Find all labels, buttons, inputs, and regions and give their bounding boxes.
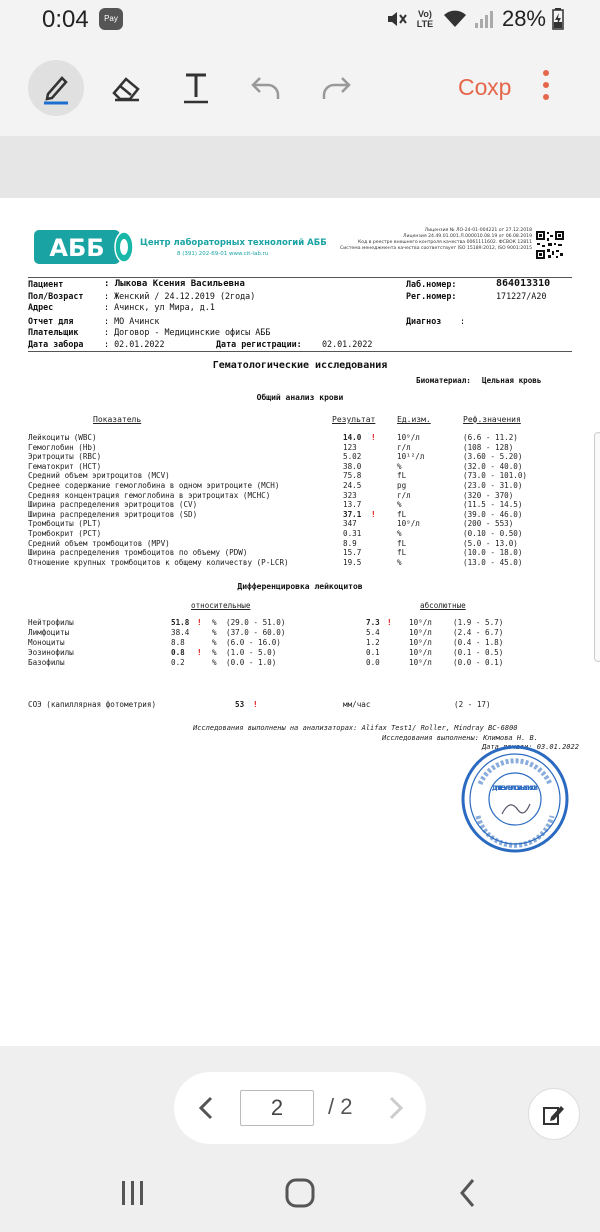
sample-date-label: Дата забора bbox=[28, 339, 84, 349]
diff-absolute-flag: ! bbox=[387, 618, 392, 627]
logo-text: АББ bbox=[49, 234, 105, 262]
battery-icon bbox=[552, 8, 564, 30]
cbc-result: 24.5 bbox=[343, 481, 362, 490]
previous-page-icon[interactable] bbox=[194, 1092, 218, 1124]
diff-absolute-units: 10⁹/л bbox=[409, 638, 432, 647]
cbc-units: fL bbox=[397, 509, 407, 519]
diff-cell-name: Базофилы bbox=[28, 658, 65, 667]
lab-number-label: Лаб.номер: bbox=[406, 279, 457, 289]
cbc-ref: (108 - 128) bbox=[463, 442, 514, 452]
col-ref: Реф.значения bbox=[463, 415, 521, 424]
volte-label: Vo) LTE bbox=[416, 9, 434, 29]
cbc-indicator-name: Средний объем тромбоцитов (MPV) bbox=[28, 538, 170, 548]
diff-absolute-units: 10⁹/л bbox=[409, 628, 432, 637]
col-result: Результат bbox=[332, 415, 376, 424]
cbc-result: 75.8 bbox=[343, 471, 362, 481]
license-info bbox=[262, 228, 532, 252]
cbc-result: 8.9 bbox=[343, 538, 357, 548]
stamp-text: ДЛЯ РЕЗУЛЬТАТОВ АНАЛИЗОВ bbox=[492, 785, 538, 792]
print-date: Дата печати: 03.01.2022 bbox=[482, 743, 579, 751]
cbc-units: fL bbox=[397, 538, 407, 548]
patient-name: : Лыкова Ксения Васильевна bbox=[104, 279, 245, 289]
diff-cell-name: Моноциты bbox=[28, 638, 65, 647]
sample-date: : 02.01.2022 bbox=[104, 339, 165, 349]
lab-logo bbox=[34, 230, 134, 264]
cbc-ref: (320 - 370) bbox=[463, 490, 514, 500]
cbc-result: 5.02 bbox=[343, 452, 362, 462]
diff-title: Дифференцировка лейкоцитов bbox=[237, 582, 363, 591]
diagnosis: : bbox=[460, 316, 466, 326]
cbc-result: 347 bbox=[343, 519, 357, 529]
more-options-icon[interactable] bbox=[538, 70, 554, 106]
eraser-tool-button[interactable] bbox=[98, 60, 154, 116]
divider bbox=[28, 351, 572, 352]
esr-value: 53 bbox=[235, 700, 245, 709]
diff-absolute-value: 7.3 bbox=[366, 618, 380, 627]
diff-relative-units: % bbox=[212, 658, 217, 667]
cbc-ref: (13.0 - 45.0) bbox=[463, 557, 523, 567]
pen-icon bbox=[40, 70, 72, 106]
biomaterial: Цельная кровь bbox=[482, 376, 542, 385]
undo-button[interactable] bbox=[238, 60, 294, 116]
cbc-ref: (3.60 - 5.20) bbox=[463, 452, 523, 462]
reg-date-label: Дата регистрации: bbox=[216, 339, 302, 349]
text-icon bbox=[181, 71, 211, 105]
cbc-result: 123 bbox=[343, 442, 357, 452]
col-absolute: абсолютные bbox=[420, 601, 466, 610]
diff-absolute-value: 0.1 bbox=[366, 648, 380, 657]
edit-icon bbox=[542, 1102, 566, 1126]
cbc-ref: (0.10 - 0.50) bbox=[463, 529, 523, 538]
esr-name: СОЭ (капиллярная фотометрия) bbox=[28, 700, 157, 709]
cbc-result: 15.7 bbox=[343, 548, 362, 558]
recent-apps-icon[interactable] bbox=[118, 1178, 148, 1208]
back-icon[interactable] bbox=[456, 1176, 480, 1210]
diff-absolute-value: 0.0 bbox=[366, 658, 380, 667]
diff-cell-name: Эозинофилы bbox=[28, 648, 74, 657]
cbc-ref: (39.0 - 46.0) bbox=[463, 509, 523, 519]
payer: : Договор - Медицинские офисы АББ bbox=[104, 327, 271, 337]
cbc-ref: (11.5 - 14.5) bbox=[463, 500, 523, 510]
diff-relative-ref: (6.0 - 16.0) bbox=[226, 638, 281, 647]
diff-absolute-units: 10⁹/л bbox=[409, 658, 432, 667]
diff-relative-value: 38.4 bbox=[171, 628, 190, 637]
cbc-indicator-name: Тромбоциты (PLT) bbox=[28, 519, 102, 529]
col-units: Ед.изм. bbox=[397, 415, 431, 424]
cbc-units: 10¹²/л bbox=[397, 452, 425, 462]
cbc-result: 38.0 bbox=[343, 461, 362, 471]
esr-flag: ! bbox=[253, 700, 258, 709]
biomaterial-label: Биоматериал: bbox=[416, 376, 471, 385]
qr-code bbox=[536, 231, 564, 259]
cbc-result: 0.31 bbox=[343, 529, 362, 538]
analyzers-note: Исследования выполнены на анализаторах: Alifax Test1/ Roller, Mindray BC-6800 bbox=[193, 724, 518, 732]
diff-absolute-value: 5.4 bbox=[366, 628, 380, 637]
redo-icon bbox=[320, 74, 352, 102]
diff-absolute-ref: (0.0 - 0.1) bbox=[453, 658, 504, 667]
lab-contacts: 8 (391) 202-69-01 www.cit-lab.ru bbox=[177, 251, 269, 257]
cbc-units: г/л bbox=[397, 442, 411, 452]
diff-relative-ref: (0.0 - 1.0) bbox=[226, 658, 277, 667]
cbc-indicator-name: Ширина распределения тромбоцитов по объему (PDW) bbox=[28, 548, 248, 558]
cbc-result: 14.0 bbox=[343, 433, 362, 442]
status-icons bbox=[386, 6, 564, 32]
cbc-units: % bbox=[397, 557, 402, 567]
col-indicator: Показатель bbox=[93, 415, 142, 424]
lab-report-page bbox=[0, 198, 600, 1046]
diff-relative-units: % bbox=[212, 638, 217, 647]
section-title: Гематологические исследования bbox=[212, 360, 388, 371]
sex-age: : Женский / 24.12.2019 (2года) bbox=[104, 291, 256, 301]
lab-stamp bbox=[460, 744, 570, 854]
eraser-icon bbox=[109, 73, 143, 103]
address: : Ачинск, ул Мира, д.1 bbox=[104, 302, 215, 312]
cbc-ref: (32.0 - 40.0) bbox=[463, 461, 523, 471]
pay-icon: Pay bbox=[99, 8, 123, 30]
report-for-label: Отчет для bbox=[28, 316, 74, 326]
cbc-indicator-name: Эритроциты (RBC) bbox=[28, 452, 102, 462]
cbc-ref: (6.6 - 11.2) bbox=[463, 433, 518, 442]
diff-absolute-value: 1.2 bbox=[366, 638, 380, 647]
payer-label: Плательщик bbox=[28, 327, 79, 337]
license-line: Лицензия № ЛО-24-01-004221 от 27.12.2018 bbox=[424, 228, 532, 233]
cbc-ref: (200 - 553) bbox=[463, 519, 514, 529]
cbc-title: Общий анализ крови bbox=[256, 393, 344, 402]
text-tool-button[interactable] bbox=[168, 60, 224, 116]
page-navigator bbox=[174, 1072, 426, 1144]
cbc-ref: (23.0 - 31.0) bbox=[463, 481, 523, 490]
cbc-units: 10⁹/л bbox=[397, 433, 420, 442]
patient-label: Пациент bbox=[28, 279, 64, 289]
cbc-indicator-name: Средняя концентрация гемоглобина в эритроцитах (MCHC) bbox=[28, 490, 271, 500]
diff-cell-name: Нейтрофилы bbox=[28, 618, 74, 627]
diff-absolute-units: 10⁹/л bbox=[409, 648, 432, 657]
cbc-units: % bbox=[397, 461, 402, 471]
system-navigation-bar bbox=[0, 1160, 600, 1232]
wifi-icon bbox=[442, 9, 468, 29]
esr-units: мм/час bbox=[343, 700, 371, 709]
diff-relative-units: % bbox=[212, 628, 217, 637]
cbc-result: 13.7 bbox=[343, 500, 362, 510]
cbc-flag: ! bbox=[371, 433, 376, 442]
cbc-flag: ! bbox=[371, 509, 376, 519]
cbc-ref: (73.0 - 101.0) bbox=[463, 471, 528, 481]
divider bbox=[28, 277, 572, 278]
report-for: : МО Ачинск bbox=[104, 316, 160, 326]
diagnosis-label: Диагноз bbox=[406, 316, 442, 326]
cbc-result: 323 bbox=[343, 490, 357, 500]
mute-icon bbox=[386, 9, 408, 29]
diff-absolute-ref: (0.4 - 1.8) bbox=[453, 638, 504, 647]
cbc-indicator-name: Гемоглобин (Hb) bbox=[28, 442, 97, 452]
diff-relative-flag: ! bbox=[197, 648, 202, 657]
page-number-input[interactable]: 2 bbox=[240, 1090, 314, 1126]
sex-age-label: Пол/Возраст bbox=[28, 291, 84, 301]
page-scroll-handle[interactable] bbox=[594, 432, 600, 662]
cbc-indicator-name: Тромбокрит (PCT) bbox=[28, 529, 102, 538]
diff-relative-value: 0.2 bbox=[171, 658, 185, 667]
cbc-indicator-name: Среднее содержание гемоглобина в одном эритроците (MCH) bbox=[28, 481, 280, 490]
license-line: Код в реестре внешнего контроля качества 0061111602. ФСВОК 12811 bbox=[358, 240, 532, 245]
cbc-indicator-name: Ширина распределения эритроцитов (SD) bbox=[28, 509, 198, 519]
status-bar bbox=[0, 0, 600, 40]
cbc-ref: (10.0 - 18.0) bbox=[463, 548, 523, 558]
cbc-units: % bbox=[397, 500, 402, 510]
address-label: Адрес bbox=[28, 302, 54, 312]
performed-by: Исследования выполнены: Климова Н. В. bbox=[382, 734, 538, 742]
document-top-margin bbox=[0, 136, 600, 198]
cbc-units: fL bbox=[397, 548, 407, 558]
lab-number: 864013310 bbox=[496, 278, 551, 289]
diff-relative-units: % bbox=[212, 648, 217, 657]
signal-icon bbox=[474, 9, 496, 29]
diff-relative-value: 51.8 bbox=[171, 618, 190, 627]
cbc-units: 10⁹/л bbox=[397, 519, 420, 529]
cbc-indicator-name: Гематокрит (HCT) bbox=[28, 461, 102, 471]
edit-pdf-button[interactable] bbox=[528, 1088, 580, 1140]
next-page-icon[interactable] bbox=[384, 1092, 408, 1124]
status-time: 0:04 bbox=[42, 6, 89, 33]
diff-absolute-units: 10⁹/л bbox=[409, 618, 432, 627]
diff-relative-ref: (37.0 - 60.0) bbox=[226, 628, 286, 637]
cbc-units: pg bbox=[397, 481, 407, 490]
diff-relative-flag: ! bbox=[197, 618, 202, 627]
cbc-units: fL bbox=[397, 471, 407, 481]
col-relative: относительные bbox=[191, 601, 251, 610]
reg-number: 171227/A20 bbox=[496, 291, 547, 301]
cbc-indicator-name: Лейкоциты (WBC) bbox=[28, 433, 97, 442]
diff-absolute-ref: (2.4 - 6.7) bbox=[453, 628, 504, 637]
cbc-units: % bbox=[397, 529, 402, 538]
pen-tool-button[interactable] bbox=[28, 60, 84, 116]
diff-relative-ref: (1.0 - 5.0) bbox=[226, 648, 277, 657]
license-line: Система менеджмента качества соответствует ISO 15189:2012, ISO 9001:2015 bbox=[340, 246, 532, 251]
license-line: Лицензия 24.49.01.001.Л.000010.08.19 от 06.08.2019 bbox=[403, 234, 532, 239]
annotation-toolbar bbox=[0, 40, 600, 136]
battery-percent: 28% bbox=[501, 6, 546, 31]
undo-icon bbox=[250, 74, 282, 102]
cbc-indicator-name: Средний объем эритроцитов (MCV) bbox=[28, 471, 170, 481]
cbc-ref: (5.0 - 13.0) bbox=[463, 538, 518, 548]
cbc-result: 19.5 bbox=[343, 557, 362, 567]
diff-absolute-ref: (0.1 - 0.5) bbox=[453, 648, 504, 657]
home-icon[interactable] bbox=[285, 1178, 315, 1208]
diff-relative-ref: (29.0 - 51.0) bbox=[226, 618, 286, 627]
save-button[interactable]: Сохр bbox=[458, 74, 512, 100]
page-total: / 2 bbox=[328, 1094, 353, 1119]
cbc-indicator-name: Отношение крупных тромбоцитов к общему количеству (P-LCR) bbox=[28, 557, 289, 567]
cbc-result: 37.1 bbox=[343, 509, 362, 519]
reg-date: 02.01.2022 bbox=[322, 339, 373, 349]
diff-relative-value: 0.8 bbox=[171, 648, 185, 657]
cbc-indicator-name: Ширина распределения эритроцитов (CV) bbox=[28, 500, 198, 510]
diff-cell-name: Лимфоциты bbox=[28, 628, 70, 637]
esr-ref: (2 - 17) bbox=[454, 700, 491, 709]
reg-number-label: Рег.номер: bbox=[406, 291, 457, 301]
diff-absolute-ref: (1.9 - 5.7) bbox=[453, 618, 504, 627]
cbc-units: г/л bbox=[397, 490, 411, 500]
redo-button[interactable] bbox=[308, 60, 364, 116]
diff-relative-value: 8.8 bbox=[171, 638, 185, 647]
lab-name: Центр лабораторных технологий АББ bbox=[140, 238, 327, 248]
diff-relative-units: % bbox=[212, 618, 217, 627]
